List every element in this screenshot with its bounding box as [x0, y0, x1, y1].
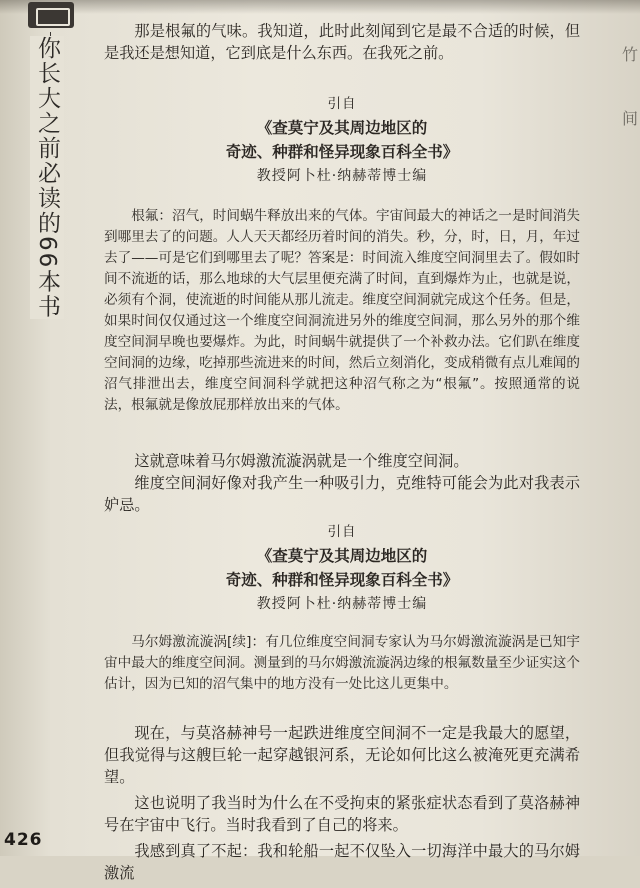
- middle-paragraph-block: [104, 450, 580, 516]
- citation-intro: 引自: [327, 524, 357, 540]
- series-logo-icon: [28, 2, 74, 28]
- opening-paragraph-block: [104, 20, 580, 64]
- citation-intro: 引自: [327, 96, 357, 112]
- citation-heading: [104, 520, 580, 616]
- paragraph: 现在，与莫洛赫神号一起跌进维度空间洞不一定是我最大的愿望，但我觉得与这艘巨轮一起穿越银河系，无论如何比这么被淹死更充满希望。: [104, 724, 580, 786]
- page-number: 426: [4, 830, 43, 850]
- citation-heading: [104, 92, 580, 188]
- page-top-shadow: [0, 0, 640, 14]
- citation-author: 教授阿卜杜·纳赫蒂博士编: [256, 168, 428, 184]
- citation-title-line-1: 《查莫宁及其周边地区的: [256, 546, 428, 565]
- citation-title-line-2: 奇迹、种群和怪异现象百科全书》: [225, 570, 459, 589]
- encyclopedia-entry: 马尔姆激流漩涡[续]：有几位维度空间洞专家认为马尔姆激流漩涡是已知宇宙中最大的维度空间洞。测量到的马尔姆激流漩涡边缘的根氟数量至少证实这个估计，因为已知的沼气集中的地方没有一处比这儿更集中。: [104, 634, 580, 692]
- paragraph: 这就意味着马尔姆激流漩涡就是一个维度空间洞。: [134, 452, 469, 470]
- paragraph: 我感到真了不起：我和轮船一起不仅坠入一切海洋中最大的马尔姆激流: [104, 842, 580, 882]
- facing-page-glyph: 竹: [622, 45, 639, 64]
- citation-title-line-1: 《查莫宁及其周边地区的: [256, 118, 428, 137]
- encyclopedia-entry: 根氟：沼气，时间蜗牛释放出来的气体。宇宙间最大的神话之一是时间消失到哪里去了的问题。人人天天都经历着时间的消失。秒，分，时，日，月，年过去了——可是它们到哪里去了呢？答案是：时间流入维度空间洞里去了。假如时间不流逝的话，那么地球的大气层里便充满了时间，直到爆炸为止，也就是说，必须有个洞，使流逝的时间能从那儿流走。维度空间洞就完成这个任务。但是，如果时间仅仅通过这一个维度空间洞流进另外的维度空间洞，那么另外的那个维度空间洞早晚也要爆炸。为此，时间蜗牛就提供了一个补救办法。它们趴在维度空间洞的边缘，吃掉那些流进来的时间，然后立刻消化，变成稍微有点儿难闻的沼气排泄出去，维度空间洞科学就把这种沼气称之为“根氟”。按照通常的说法，根氟就是像放屁那样放出来的气体。: [104, 208, 580, 413]
- facing-page-glyph: 间: [622, 109, 639, 128]
- paragraph: 维度空间洞好像对我产生一种吸引力，克维特可能会为此对我表示妒忌。: [104, 474, 580, 514]
- paragraph: 那是根氟的气味。我知道，此时此刻闻到它是最不合适的时候，但是我还是想知道，它到底是什么东西。在我死之前。: [104, 22, 580, 62]
- running-head-title: 你长大之前必读的66本书: [30, 36, 64, 319]
- closing-paragraph-block: [104, 722, 580, 888]
- citation-author: 教授阿卜杜·纳赫蒂博士编: [256, 596, 428, 612]
- citation-title-line-2: 奇迹、种群和怪异现象百科全书》: [225, 142, 459, 161]
- paragraph: 这也说明了我当时为什么在不受拘束的紧张症状态看到了莫洛赫神号在宇宙中飞行。当时我看到了自己的将来。: [104, 794, 580, 834]
